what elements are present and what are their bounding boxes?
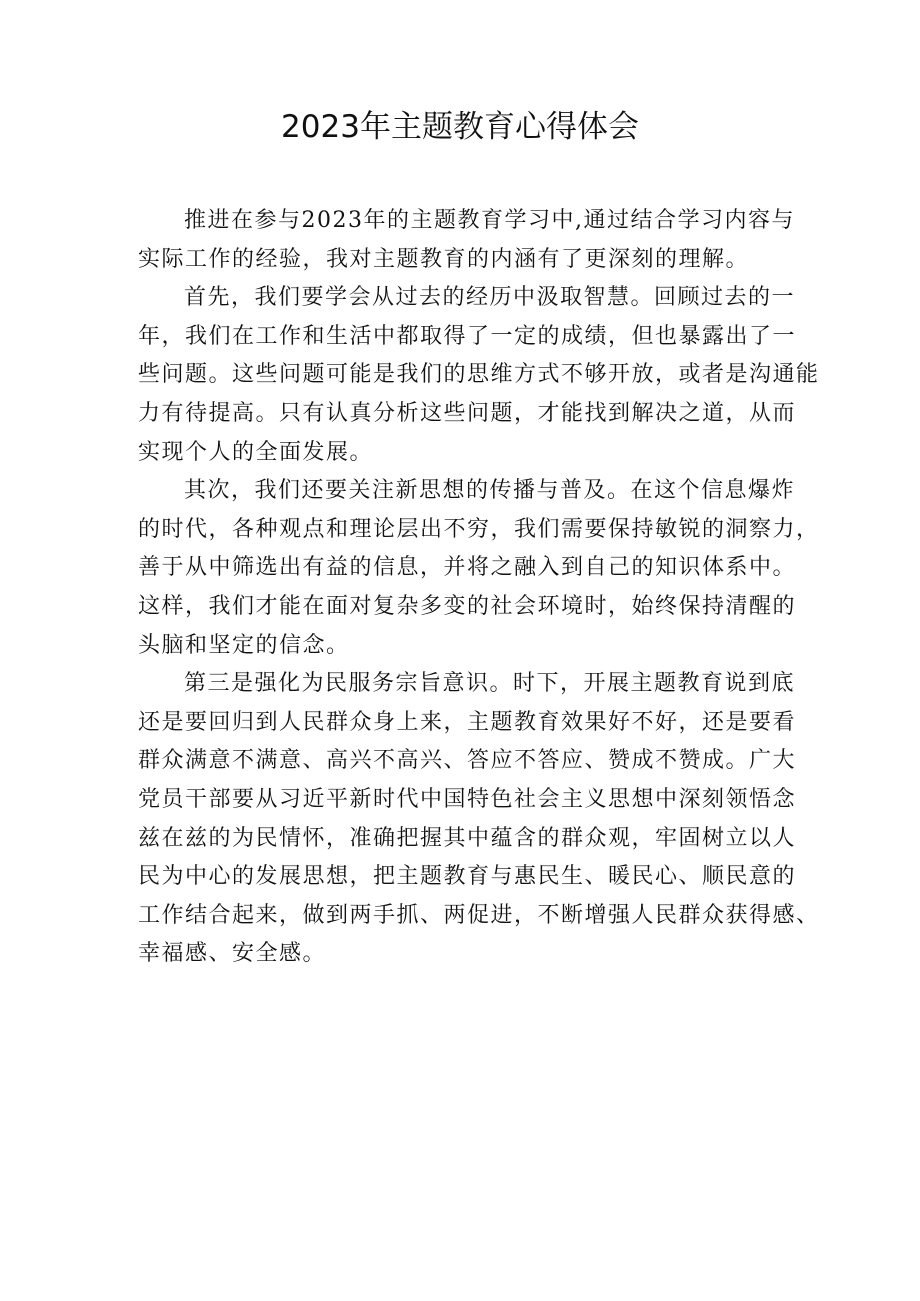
- paragraph-3: [138, 472, 818, 665]
- paragraph-2: [138, 279, 818, 472]
- paragraph-line: 工作结合起来，做到两手抓、两促进，不断增强人民群众获得感、: [138, 902, 820, 928]
- paragraph-4: [138, 665, 818, 974]
- paragraph-line: 实际工作的经验，我对主题教育的内涵有了更深刻的理解。: [138, 246, 750, 272]
- paragraph-line: 幸福感、安全感。: [138, 941, 327, 967]
- paragraph-1: [138, 202, 818, 279]
- paragraph-line: 民为中心的发展思想，把主题教育与惠民生、暖民心、顺民意的: [138, 864, 797, 890]
- paragraph-line: 第三是强化为民服务宗旨意识。时下，开展主题教育说到底: [184, 671, 796, 697]
- paragraph-line: 实现个人的全面发展。: [138, 439, 374, 465]
- paragraph-line: 首先，我们要学会从过去的经历中汲取智慧。回顾过去的一: [184, 285, 796, 311]
- paragraph-line: 这样，我们才能在面对复杂多变的社会环境时，始终保持清醒的: [138, 593, 797, 619]
- paragraph-line: 善于从中筛选出有益的信息，并将之融入到自己的知识体系中。: [138, 555, 797, 581]
- paragraph-line: 的时代，各种观点和理论层出不穷，我们需要保持敏锐的洞察力，: [138, 516, 820, 542]
- paragraph-line: 还是要回归到人民群众身上来，主题教育效果好不好，还是要看: [138, 709, 797, 735]
- document-title: 2023年主题教育心得体会: [281, 109, 639, 145]
- paragraph-line: 些问题。这些问题可能是我们的思维方式不够开放，或者是沟通能: [138, 362, 820, 388]
- paragraph-line: 其次，我们还要关注新思想的传播与普及。在这个信息爆炸: [184, 478, 796, 504]
- paragraph-line: 年，我们在工作和生活中都取得了一定的成绩，但也暴露出了一: [138, 323, 797, 349]
- paragraph-line: 力有待提高。只有认真分析这些问题，才能找到解决之道，从而: [138, 400, 797, 426]
- document-body: [138, 202, 818, 974]
- paragraph-line: 推进在参与2023年的主题教育学习中,通过结合学习内容与: [184, 208, 795, 233]
- paragraph-line: 头脑和坚定的信念。: [138, 632, 350, 658]
- paragraph-line: 党员干部要从习近平新时代中国特色社会主义思想中深刻领悟念: [138, 786, 797, 812]
- paragraph-line: 兹在兹的为民情怀，准确把握其中蕴含的群众观，牢固树立以人: [138, 825, 797, 851]
- paragraph-line: 群众满意不满意、高兴不高兴、答应不答应、赞成不赞成。广大: [138, 748, 797, 774]
